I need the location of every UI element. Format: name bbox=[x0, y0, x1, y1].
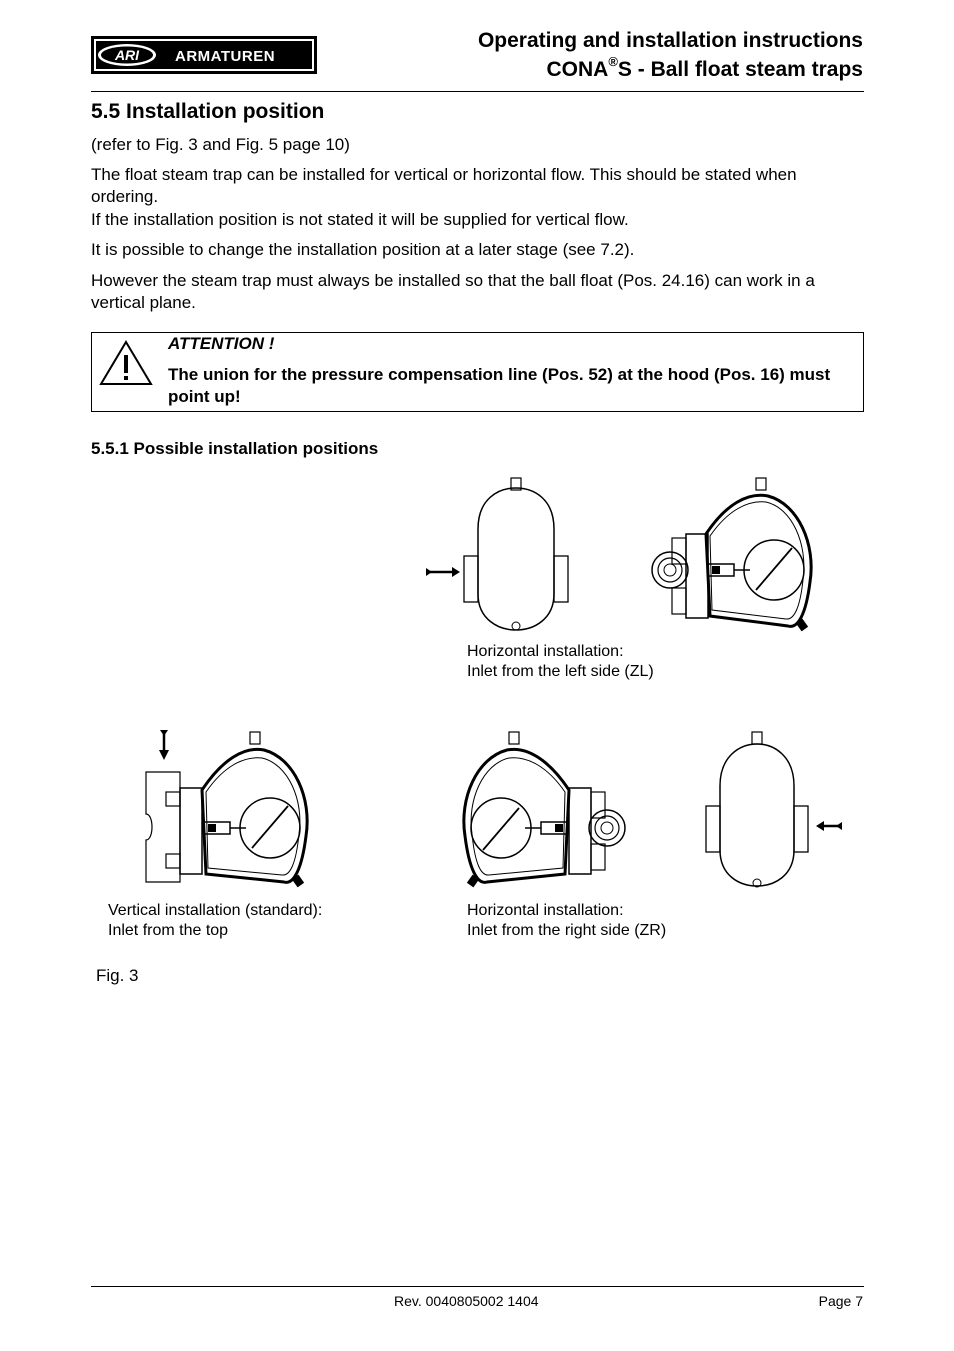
paragraph-default: If the installation position is not stated it will be supplied for vertical flow. bbox=[91, 210, 629, 229]
title-line-2: CONA®S - Ball float steam traps bbox=[546, 54, 863, 81]
trap-section-view-vertical bbox=[140, 728, 320, 890]
warning-triangle-icon bbox=[98, 339, 154, 387]
refer-text: (refer to Fig. 3 and Fig. 5 page 10) bbox=[91, 135, 350, 154]
revision-number: Rev. 0040805002 1404 bbox=[394, 1293, 539, 1309]
figure-label: Fig. 3 bbox=[96, 966, 139, 985]
section-heading: 5.5 Installation position bbox=[91, 100, 325, 123]
caption-vertical: Vertical installation (standard): Inlet from the top bbox=[108, 902, 323, 939]
paragraph-flow: The float steam trap can be installed for vertical or horizontal flow. This should be stated when ordering. bbox=[91, 165, 797, 206]
trap-front-view-zr bbox=[690, 728, 850, 890]
subsection-heading: 5.5.1 Possible installation positions bbox=[91, 439, 379, 458]
paragraph-float: However the steam trap must always be installed so that the ball float (Pos. 24.16) can work in a vertical plane. bbox=[91, 271, 815, 312]
trap-section-view-zr bbox=[452, 728, 627, 890]
header-rule bbox=[91, 91, 864, 92]
caption-zl: Horizontal installation: Inlet from the left side (ZL) bbox=[467, 643, 654, 680]
trap-section-view-zl bbox=[648, 474, 818, 634]
footer-rule bbox=[91, 1286, 864, 1287]
svg-text:ARMATUREN: ARMATUREN bbox=[175, 48, 276, 65]
attention-title: ATTENTION ! bbox=[168, 334, 275, 353]
caption-zr: Horizontal installation: Inlet from the right side (ZR) bbox=[467, 902, 667, 939]
document-title bbox=[343, 26, 863, 84]
paragraph-change: It is possible to change the installation position at a later stage (see 7.2). bbox=[91, 240, 635, 259]
title-line-1: Operating and installation instructions bbox=[477, 29, 863, 52]
attention-body: The union for the pressure compensation line (Pos. 52) at the hood (Pos. 16) must point up! bbox=[168, 365, 831, 406]
ari-armaturen-logo bbox=[91, 36, 317, 74]
svg-text:ARI: ARI bbox=[114, 47, 140, 63]
page-number: Page 7 bbox=[818, 1293, 863, 1309]
attention-box bbox=[91, 332, 864, 412]
trap-front-view-zl bbox=[420, 474, 580, 634]
